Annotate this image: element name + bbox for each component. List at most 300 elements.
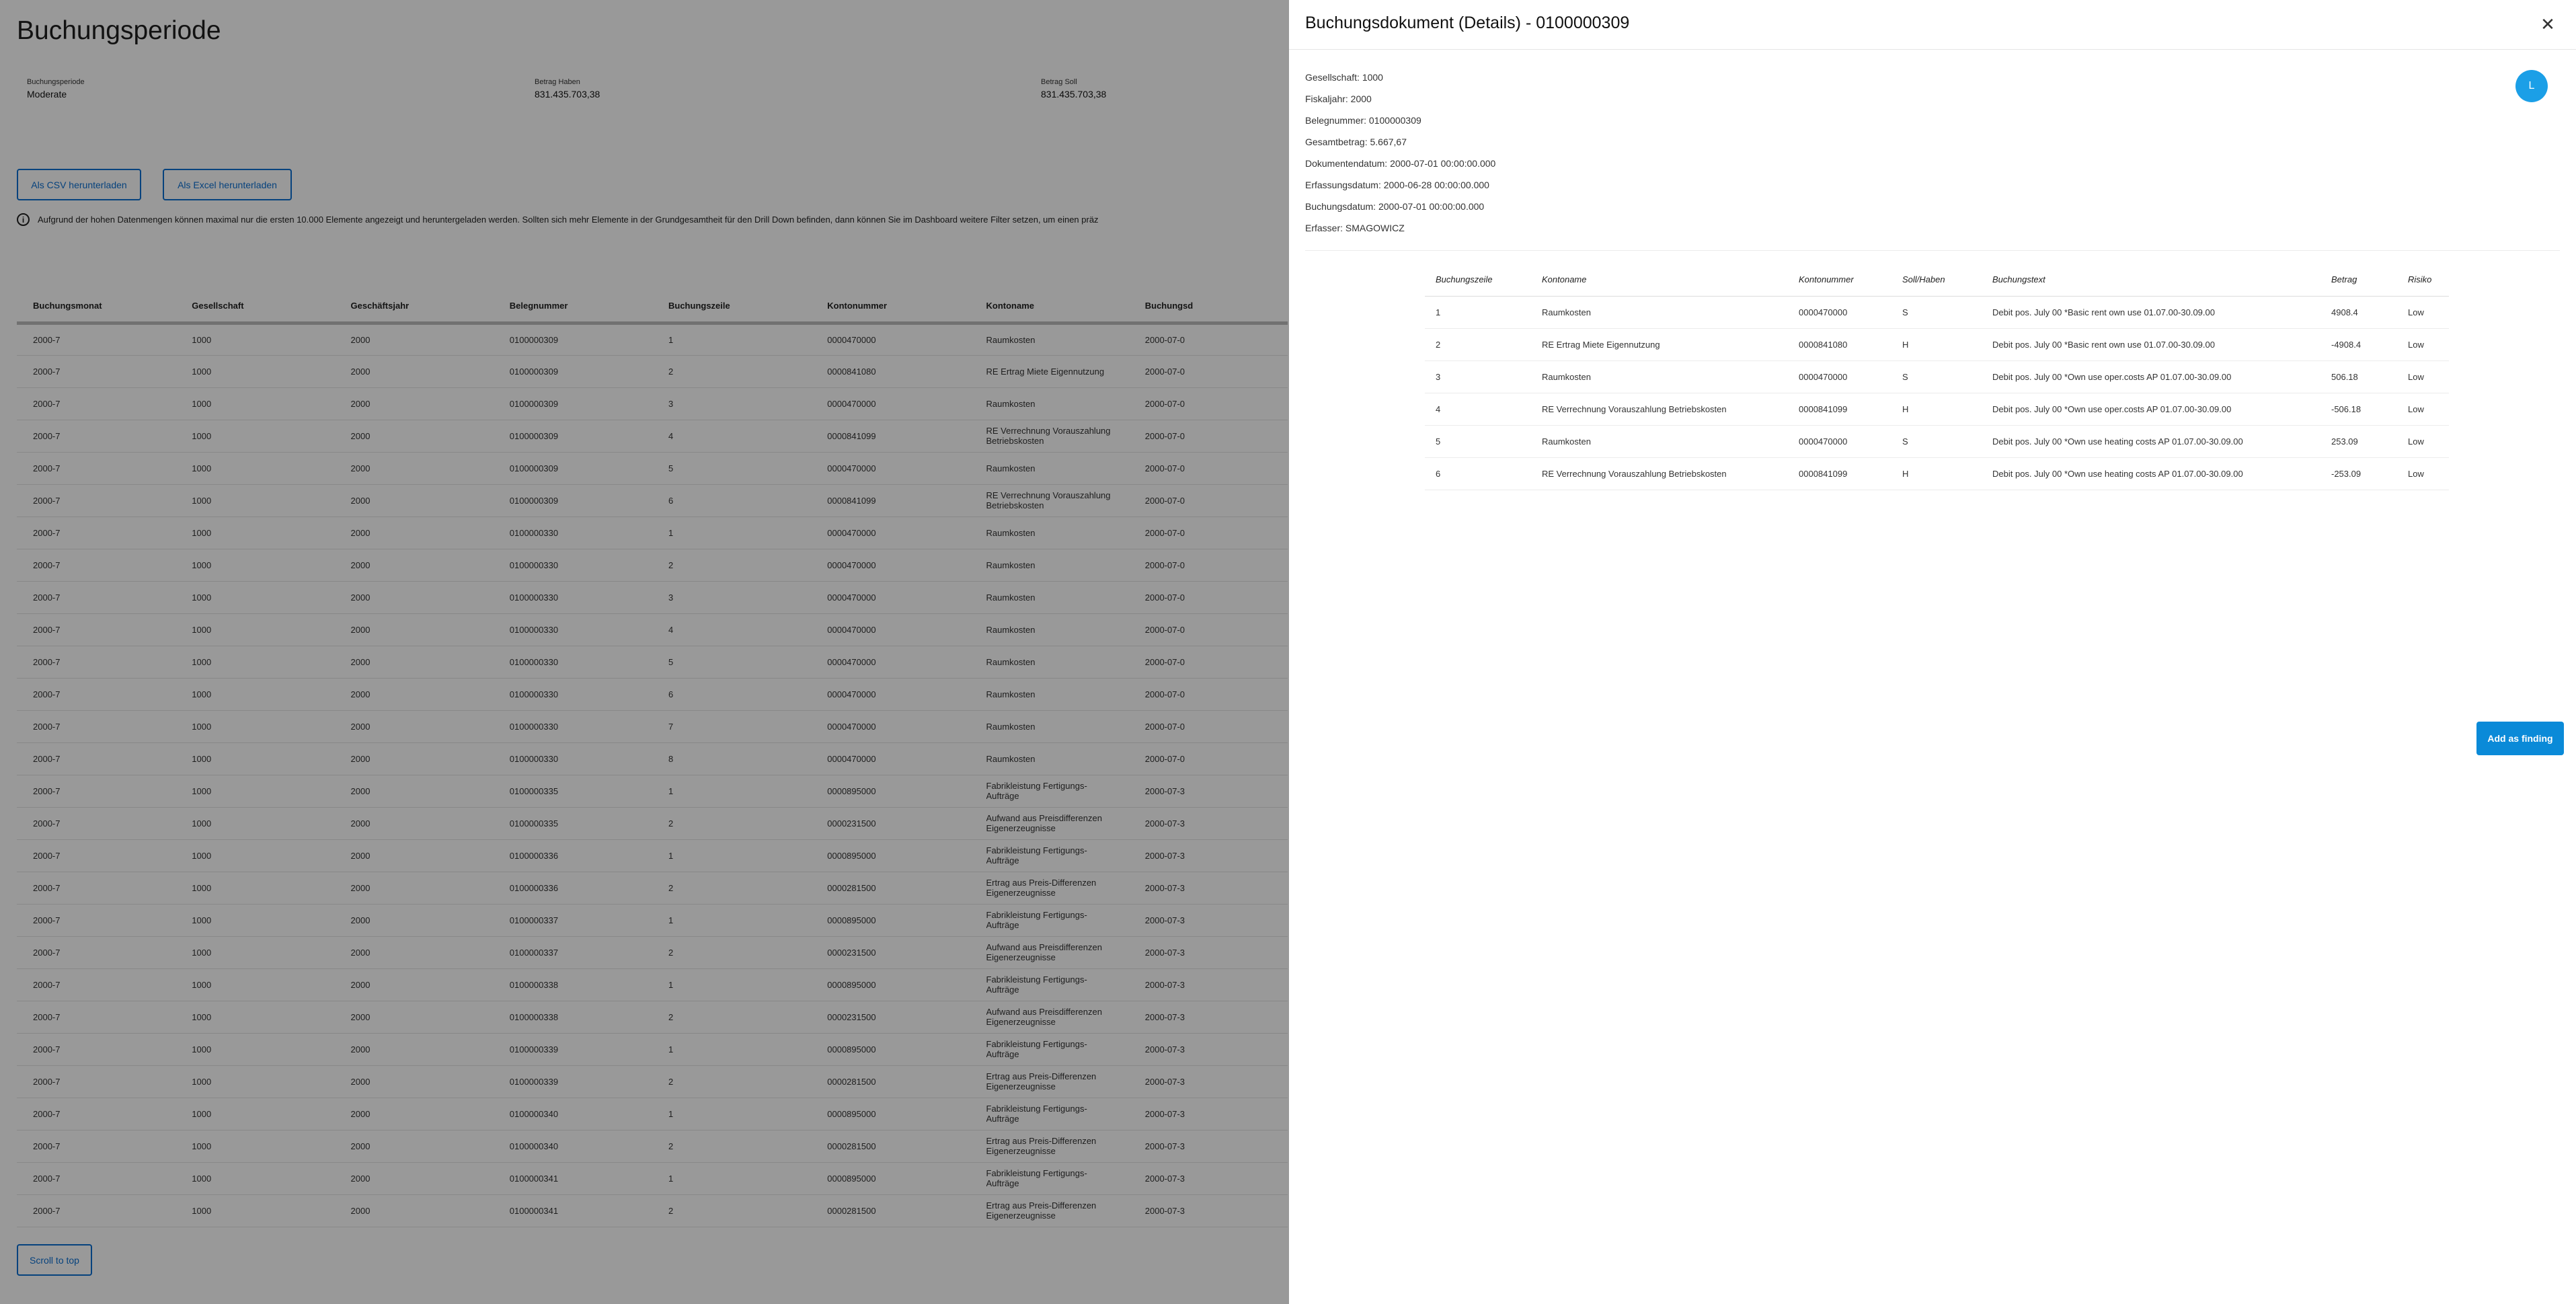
table-cell: 2000 xyxy=(335,323,494,355)
detail-gesellschaft: Gesellschaft: 1000 xyxy=(1305,72,1383,83)
table-cell: 2000-7 xyxy=(17,742,175,775)
table-row[interactable] xyxy=(1425,360,2449,393)
table-cell: 0100000309 xyxy=(494,420,652,452)
table-cell: 1000 xyxy=(175,516,334,549)
cell-text: Raumkosten xyxy=(986,656,1036,667)
table-cell: Debit pos. July 00 *Own use oper.costs AP 01.07.00-30.09.00 xyxy=(1982,360,2320,393)
table-cell: 2000 xyxy=(335,742,494,775)
cell-text: Ertrag aus Preis-Differenzen Eigenerzeugnisse xyxy=(986,878,1097,898)
table-cell: 1000 xyxy=(175,710,334,742)
table-cell: 2000-07-0 xyxy=(1129,742,1288,775)
table-cell: 0000841099 xyxy=(1788,457,1891,490)
table-cell: -506.18 xyxy=(2320,393,2397,425)
table-cell: 5 xyxy=(652,646,811,678)
table-row[interactable] xyxy=(1425,393,2449,425)
table-cell: 2 xyxy=(1425,328,1531,360)
table-cell: 2000-07-3 xyxy=(1129,839,1288,872)
table-cell: Debit pos. July 00 *Own use heating costs AP 01.07.00-30.09.00 xyxy=(1982,457,2320,490)
table-cell: 4 xyxy=(1425,393,1531,425)
column-header: Buchungstext xyxy=(1982,264,2320,296)
table-cell: 5 xyxy=(652,452,811,484)
table-cell: 0000895000 xyxy=(811,968,970,1001)
table-cell: 1000 xyxy=(175,1162,334,1194)
details-panel xyxy=(1289,0,2576,1304)
panel-header xyxy=(1289,0,2576,50)
table-cell: 2000 xyxy=(335,613,494,646)
cell-text: Aufwand aus Preisdifferenzen Eigenerzeugnisse xyxy=(986,813,1102,833)
cell-text: Raumkosten xyxy=(986,527,1036,538)
table-cell: Low xyxy=(2397,296,2449,328)
table-cell: 2000-7 xyxy=(17,872,175,904)
table-cell: 1000 xyxy=(175,678,334,710)
table-cell: 1 xyxy=(652,839,811,872)
table-cell: 0000281500 xyxy=(811,1194,970,1227)
table-cell: -4908.4 xyxy=(2320,328,2397,360)
table-cell: 2000-07-3 xyxy=(1129,1194,1288,1227)
cell-text: Raumkosten xyxy=(986,753,1036,764)
table-cell: 0000281500 xyxy=(811,1130,970,1162)
table-cell: 506.18 xyxy=(2320,360,2397,393)
table-cell: 2000 xyxy=(335,516,494,549)
table-cell: 2000 xyxy=(335,839,494,872)
table-cell: 0000470000 xyxy=(1788,296,1891,328)
table-cell: 1 xyxy=(1425,296,1531,328)
table-cell: 2000 xyxy=(335,968,494,1001)
table-cell: 0000841080 xyxy=(811,355,970,387)
cell-text: Fabrikleistung Fertigungs-Aufträge xyxy=(986,1104,1087,1124)
avatar[interactable]: L xyxy=(2515,70,2548,102)
table-cell: 1 xyxy=(652,1033,811,1065)
table-cell: 0100000309 xyxy=(494,355,652,387)
table-cell: 2000-7 xyxy=(17,646,175,678)
cell-text: Fabrikleistung Fertigungs-Aufträge xyxy=(986,845,1087,866)
table-cell: 2000-07-3 xyxy=(1129,872,1288,904)
table-cell: 2000 xyxy=(335,1065,494,1098)
table-cell: 0000895000 xyxy=(811,1162,970,1194)
stat-value: 831.435.703,38 xyxy=(535,89,600,100)
table-cell: 2000 xyxy=(335,1194,494,1227)
table-cell: 2 xyxy=(652,807,811,839)
table-cell: Low xyxy=(2397,425,2449,457)
table-cell: 2000-07-0 xyxy=(1129,613,1288,646)
table-cell: 1000 xyxy=(175,613,334,646)
detail-belegnummer: Belegnummer: 0100000309 xyxy=(1305,115,1421,126)
table-cell: 2000-7 xyxy=(17,1001,175,1033)
table-cell: 1 xyxy=(652,968,811,1001)
table-cell: 2000-7 xyxy=(17,1194,175,1227)
table-cell: 1000 xyxy=(175,968,334,1001)
table-cell: 0000895000 xyxy=(811,904,970,936)
cell-text: RE Verrechnung Vorauszahlung Betriebskosten xyxy=(986,426,1111,446)
table-cell: 2000-07-3 xyxy=(1129,1001,1288,1033)
table-cell: 1000 xyxy=(175,775,334,807)
table-cell: 2000-07-3 xyxy=(1129,1162,1288,1194)
column-header: Risiko xyxy=(2397,264,2449,296)
table-cell: 0000470000 xyxy=(811,549,970,581)
table-cell: 2000 xyxy=(335,1033,494,1065)
table-cell: 2000 xyxy=(335,1130,494,1162)
table-cell: S xyxy=(1891,296,1982,328)
table-cell: 2000-7 xyxy=(17,420,175,452)
table-cell: 1 xyxy=(652,904,811,936)
table-cell: 2000-7 xyxy=(17,581,175,613)
table-cell: 4908.4 xyxy=(2320,296,2397,328)
table-cell: 2000 xyxy=(335,1098,494,1130)
table-cell: 2000 xyxy=(335,872,494,904)
table-cell: 0000841099 xyxy=(1788,393,1891,425)
table-cell: -253.09 xyxy=(2320,457,2397,490)
column-header: Kontonummer xyxy=(1788,264,1891,296)
download-excel-button[interactable]: Als Excel herunterladen xyxy=(163,169,292,200)
table-cell: 2000-07-0 xyxy=(1129,420,1288,452)
table-cell: 2000-7 xyxy=(17,452,175,484)
table-cell: 2000-7 xyxy=(17,323,175,355)
table-cell: 0100000338 xyxy=(494,968,652,1001)
table-cell: 2000-07-3 xyxy=(1129,807,1288,839)
table-cell: 2 xyxy=(652,355,811,387)
table-cell: 0000470000 xyxy=(811,646,970,678)
cell-text: Raumkosten xyxy=(986,721,1036,732)
cell-text: Raumkosten xyxy=(986,689,1036,699)
table-cell: 0100000336 xyxy=(494,839,652,872)
stat-label: Buchungsperiode xyxy=(27,78,85,86)
table-cell: 2000-07-0 xyxy=(1129,516,1288,549)
column-header: Soll/Haben xyxy=(1891,264,1982,296)
table-cell: 2000-07-0 xyxy=(1129,710,1288,742)
table-cell: 0100000330 xyxy=(494,710,652,742)
page-title: Buchungsperiode xyxy=(17,16,221,45)
table-cell: 2000-7 xyxy=(17,1065,175,1098)
detail-gesamtbetrag: Gesamtbetrag: 5.667,67 xyxy=(1305,137,1407,147)
table-cell: 2000-07-3 xyxy=(1129,1098,1288,1130)
table-cell: 0000470000 xyxy=(1788,360,1891,393)
column-header: Kontoname xyxy=(1531,264,1788,296)
table-cell: 0100000338 xyxy=(494,1001,652,1033)
table-cell: 2000-7 xyxy=(17,1033,175,1065)
table-cell: 0000841099 xyxy=(811,420,970,452)
table-cell: 1000 xyxy=(175,807,334,839)
table-cell: 2000 xyxy=(335,710,494,742)
cell-text: Aufwand aus Preisdifferenzen Eigenerzeugnisse xyxy=(986,942,1102,962)
table-cell: 2000-7 xyxy=(17,1130,175,1162)
table-cell: 2000-07-3 xyxy=(1129,936,1288,968)
table-cell: 2000-7 xyxy=(17,516,175,549)
add-as-finding-button[interactable]: Add as finding xyxy=(2476,722,2564,755)
info-icon: i xyxy=(17,213,30,226)
table-cell: 1000 xyxy=(175,742,334,775)
table-cell: 2000 xyxy=(335,936,494,968)
table-cell: 0000281500 xyxy=(811,872,970,904)
cell-text: Fabrikleistung Fertigungs-Aufträge xyxy=(986,1039,1087,1059)
table-cell: 1000 xyxy=(175,872,334,904)
table-cell: 2000-7 xyxy=(17,1098,175,1130)
table-cell: 0000895000 xyxy=(811,775,970,807)
table-cell: 0100000339 xyxy=(494,1033,652,1065)
table-cell: Raumkosten xyxy=(1531,360,1788,393)
table-cell: 1000 xyxy=(175,452,334,484)
table-cell: 2000 xyxy=(335,420,494,452)
table-cell: 2000-7 xyxy=(17,484,175,516)
table-cell: 2000-07-3 xyxy=(1129,1033,1288,1065)
cell-text: Raumkosten xyxy=(986,463,1036,473)
table-cell: 0000895000 xyxy=(811,1098,970,1130)
table-cell: 2 xyxy=(652,549,811,581)
table-cell: 0000470000 xyxy=(811,710,970,742)
table-cell: 1 xyxy=(652,516,811,549)
cell-text: Raumkosten xyxy=(986,560,1036,570)
table-cell: 2000-7 xyxy=(17,807,175,839)
cell-text: Raumkosten xyxy=(986,592,1036,603)
cell-text: RE Verrechnung Vorauszahlung Betriebskosten xyxy=(986,490,1111,510)
column-header: Buchungsd xyxy=(1129,291,1288,323)
table-cell: 0100000309 xyxy=(494,387,652,420)
column-header: Buchungszeile xyxy=(1425,264,1531,296)
table-cell: 2 xyxy=(652,1194,811,1227)
table-cell: 0100000330 xyxy=(494,742,652,775)
table-cell: S xyxy=(1891,360,1982,393)
cell-text: Raumkosten xyxy=(986,398,1036,409)
table-cell: 1000 xyxy=(175,420,334,452)
table-cell: Debit pos. July 00 *Own use heating costs AP 01.07.00-30.09.00 xyxy=(1982,425,2320,457)
table-cell: 2000-07-0 xyxy=(1129,581,1288,613)
table-cell: 2000-07-3 xyxy=(1129,904,1288,936)
table-cell: 0000470000 xyxy=(811,742,970,775)
table-cell: 1000 xyxy=(175,484,334,516)
table-row[interactable] xyxy=(1425,425,2449,457)
table-cell: 2000-07-3 xyxy=(1129,1065,1288,1098)
table-cell: RE Verrechnung Vorauszahlung Betriebskosten xyxy=(1531,457,1788,490)
table-cell: 6 xyxy=(1425,457,1531,490)
panel-title: Buchungsdokument (Details) - 0100000309 xyxy=(1305,13,1630,32)
table-cell: 0100000335 xyxy=(494,807,652,839)
column-header: Buchungsmonat xyxy=(17,291,175,323)
table-row[interactable] xyxy=(1425,457,2449,490)
table-cell: 2000-7 xyxy=(17,936,175,968)
table-cell: 2000 xyxy=(335,581,494,613)
stat-label: Betrag Haben xyxy=(535,78,580,86)
table-cell: 2000 xyxy=(335,355,494,387)
cell-text: Ertrag aus Preis-Differenzen Eigenerzeugnisse xyxy=(986,1071,1097,1091)
table-cell: 2000 xyxy=(335,807,494,839)
column-header: Kontoname xyxy=(970,291,1129,323)
table-cell: 1 xyxy=(652,1098,811,1130)
cell-text: Aufwand aus Preisdifferenzen Eigenerzeugnisse xyxy=(986,1007,1102,1027)
table-cell: Debit pos. July 00 *Basic rent own use 01.07.00-30.09.00 xyxy=(1982,296,2320,328)
table-cell: 0000231500 xyxy=(811,807,970,839)
table-cell: Raumkosten xyxy=(1531,425,1788,457)
column-header: Gesellschaft xyxy=(175,291,334,323)
table-cell: 1 xyxy=(652,323,811,355)
table-cell: Low xyxy=(2397,393,2449,425)
table-cell: H xyxy=(1891,457,1982,490)
table-cell: 8 xyxy=(652,742,811,775)
table-cell: 0000841080 xyxy=(1788,328,1891,360)
table-cell: 2000-07-3 xyxy=(1129,1130,1288,1162)
table-cell: 0000895000 xyxy=(811,1033,970,1065)
table-cell: 0000470000 xyxy=(811,581,970,613)
table-cell: 2000-07-0 xyxy=(1129,355,1288,387)
detail-fiskaljahr: Fiskaljahr: 2000 xyxy=(1305,93,1372,104)
table-cell: 0100000330 xyxy=(494,678,652,710)
table-cell: 0100000330 xyxy=(494,516,652,549)
table-cell: 0000231500 xyxy=(811,936,970,968)
table-cell: 2000-7 xyxy=(17,968,175,1001)
table-cell: 2000-7 xyxy=(17,678,175,710)
table-cell: 2000-7 xyxy=(17,710,175,742)
table-row[interactable] xyxy=(1425,328,2449,360)
table-cell: 6 xyxy=(652,678,811,710)
table-cell: 1000 xyxy=(175,1098,334,1130)
table-cell: 1000 xyxy=(175,1001,334,1033)
table-cell: 2000 xyxy=(335,1162,494,1194)
table-cell: 2000-07-3 xyxy=(1129,775,1288,807)
cell-text: Fabrikleistung Fertigungs-Aufträge xyxy=(986,910,1087,930)
cell-text: Raumkosten xyxy=(986,334,1036,345)
table-cell: 2 xyxy=(652,1065,811,1098)
table-cell: 2000 xyxy=(335,452,494,484)
cell-text: Raumkosten xyxy=(986,624,1036,635)
table-cell: 253.09 xyxy=(2320,425,2397,457)
stat-value: 831.435.703,38 xyxy=(1041,89,1107,100)
table-cell: 1000 xyxy=(175,839,334,872)
table-cell: Low xyxy=(2397,360,2449,393)
table-cell: 2000-7 xyxy=(17,355,175,387)
table-cell: 2000 xyxy=(335,1001,494,1033)
table-cell: 0100000337 xyxy=(494,904,652,936)
table-cell: H xyxy=(1891,328,1982,360)
table-cell: Low xyxy=(2397,328,2449,360)
table-row[interactable] xyxy=(1425,296,2449,328)
table-cell: 2000-7 xyxy=(17,613,175,646)
cell-text: Ertrag aus Preis-Differenzen Eigenerzeugnisse xyxy=(986,1200,1097,1221)
detail-dokumentendatum: Dokumentendatum: 2000-07-01 00:00:00.000 xyxy=(1305,158,1496,169)
table-cell: 1 xyxy=(652,775,811,807)
table-cell: 0100000340 xyxy=(494,1098,652,1130)
table-cell: 2000-7 xyxy=(17,839,175,872)
table-cell: 1000 xyxy=(175,549,334,581)
column-header: Betrag xyxy=(2320,264,2397,296)
table-cell: 2000-7 xyxy=(17,1162,175,1194)
table-cell: 0100000330 xyxy=(494,646,652,678)
info-text: Aufgrund der hohen Datenmengen können maximal nur die ersten 10.000 Elemente angezeigt und heruntergeladen werden. Sollten sich mehr Elemente in der Grundgesamtheit für den Drill Down befinden, dann können Sie im Dashboard weitere Filter setzen, um einen präz xyxy=(38,215,1099,225)
table-cell: S xyxy=(1891,425,1982,457)
scroll-to-top-button[interactable]: Scroll to top xyxy=(17,1244,92,1276)
table-cell: 2000-07-0 xyxy=(1129,387,1288,420)
table-cell: 2000-07-0 xyxy=(1129,646,1288,678)
detail-erfasser: Erfasser: SMAGOWICZ xyxy=(1305,223,1405,233)
table-cell: 2000-7 xyxy=(17,904,175,936)
table-cell: 0000895000 xyxy=(811,839,970,872)
cell-text: Fabrikleistung Fertigungs-Aufträge xyxy=(986,974,1087,995)
table-cell: 0100000330 xyxy=(494,613,652,646)
table-cell: 2000 xyxy=(335,387,494,420)
table-cell: 1000 xyxy=(175,1194,334,1227)
table-cell: 0100000337 xyxy=(494,936,652,968)
table-cell: 0100000340 xyxy=(494,1130,652,1162)
table-cell: 1000 xyxy=(175,936,334,968)
cell-text: Fabrikleistung Fertigungs-Aufträge xyxy=(986,781,1087,801)
table-cell: 2 xyxy=(652,872,811,904)
table-cell: 4 xyxy=(652,420,811,452)
cell-text: Fabrikleistung Fertigungs-Aufträge xyxy=(986,1168,1087,1188)
table-cell: 2000-7 xyxy=(17,775,175,807)
close-icon[interactable]: ✕ xyxy=(2540,14,2555,34)
table-cell: 2000-7 xyxy=(17,387,175,420)
table-cell: 0100000330 xyxy=(494,549,652,581)
table-cell: 2000 xyxy=(335,646,494,678)
table-cell: 4 xyxy=(652,613,811,646)
table-cell: Raumkosten xyxy=(1531,296,1788,328)
stat-value: Moderate xyxy=(27,89,67,100)
table-cell: 1000 xyxy=(175,355,334,387)
detail-erfassungsdatum: Erfassungsdatum: 2000-06-28 00:00:00.000 xyxy=(1305,180,1489,190)
table-header-row xyxy=(1425,264,2449,296)
table-cell: 1000 xyxy=(175,387,334,420)
table-cell: RE Verrechnung Vorauszahlung Betriebskosten xyxy=(1531,393,1788,425)
table-cell: Low xyxy=(2397,457,2449,490)
table-cell: 0000841099 xyxy=(811,484,970,516)
detail-buchungsdatum: Buchungsdatum: 2000-07-01 00:00:00.000 xyxy=(1305,201,1485,212)
table-cell: 1000 xyxy=(175,581,334,613)
column-header: Kontonummer xyxy=(811,291,970,323)
table-cell: RE Ertrag Miete Eigennutzung xyxy=(1531,328,1788,360)
table-cell: 0000470000 xyxy=(811,516,970,549)
table-cell: 0100000309 xyxy=(494,452,652,484)
cell-text: RE Ertrag Miete Eigennutzung xyxy=(986,366,1105,377)
table-cell: 3 xyxy=(652,387,811,420)
table-cell: 2000-7 xyxy=(17,549,175,581)
booking-lines-table xyxy=(1425,264,2449,490)
table-cell: 0100000339 xyxy=(494,1065,652,1098)
table-cell: 0000281500 xyxy=(811,1065,970,1098)
table-cell: 0000470000 xyxy=(811,613,970,646)
table-cell: 0000231500 xyxy=(811,1001,970,1033)
table-cell: 2000-07-0 xyxy=(1129,452,1288,484)
table-cell: 0000470000 xyxy=(811,387,970,420)
table-cell: 3 xyxy=(1425,360,1531,393)
table-cell: 2 xyxy=(652,1001,811,1033)
table-cell: 5 xyxy=(1425,425,1531,457)
column-header: Belegnummer xyxy=(494,291,652,323)
table-cell: 1000 xyxy=(175,1130,334,1162)
table-cell: 3 xyxy=(652,581,811,613)
table-cell: 1000 xyxy=(175,646,334,678)
document-details xyxy=(1305,71,1495,243)
table-cell: 0000470000 xyxy=(811,452,970,484)
table-cell: Debit pos. July 00 *Own use oper.costs AP 01.07.00-30.09.00 xyxy=(1982,393,2320,425)
table-cell: 2000-07-0 xyxy=(1129,678,1288,710)
table-cell: 1000 xyxy=(175,904,334,936)
table-cell: 2 xyxy=(652,936,811,968)
download-csv-button[interactable]: Als CSV herunterladen xyxy=(17,169,141,200)
table-cell: Debit pos. July 00 *Basic rent own use 01.07.00-30.09.00 xyxy=(1982,328,2320,360)
table-cell: 0100000309 xyxy=(494,484,652,516)
table-cell: 0000470000 xyxy=(811,678,970,710)
table-cell: 7 xyxy=(652,710,811,742)
table-cell: 2000-07-3 xyxy=(1129,968,1288,1001)
table-cell: 0100000341 xyxy=(494,1194,652,1227)
table-cell: 0100000341 xyxy=(494,1162,652,1194)
table-cell: 2000 xyxy=(335,678,494,710)
table-cell: 0000470000 xyxy=(811,323,970,355)
column-header: Buchungszeile xyxy=(652,291,811,323)
table-cell: 1 xyxy=(652,1162,811,1194)
table-cell: 6 xyxy=(652,484,811,516)
column-header: Geschäftsjahr xyxy=(335,291,494,323)
cell-text: Ertrag aus Preis-Differenzen Eigenerzeugnisse xyxy=(986,1136,1097,1156)
table-cell: 1000 xyxy=(175,1065,334,1098)
table-cell: H xyxy=(1891,393,1982,425)
